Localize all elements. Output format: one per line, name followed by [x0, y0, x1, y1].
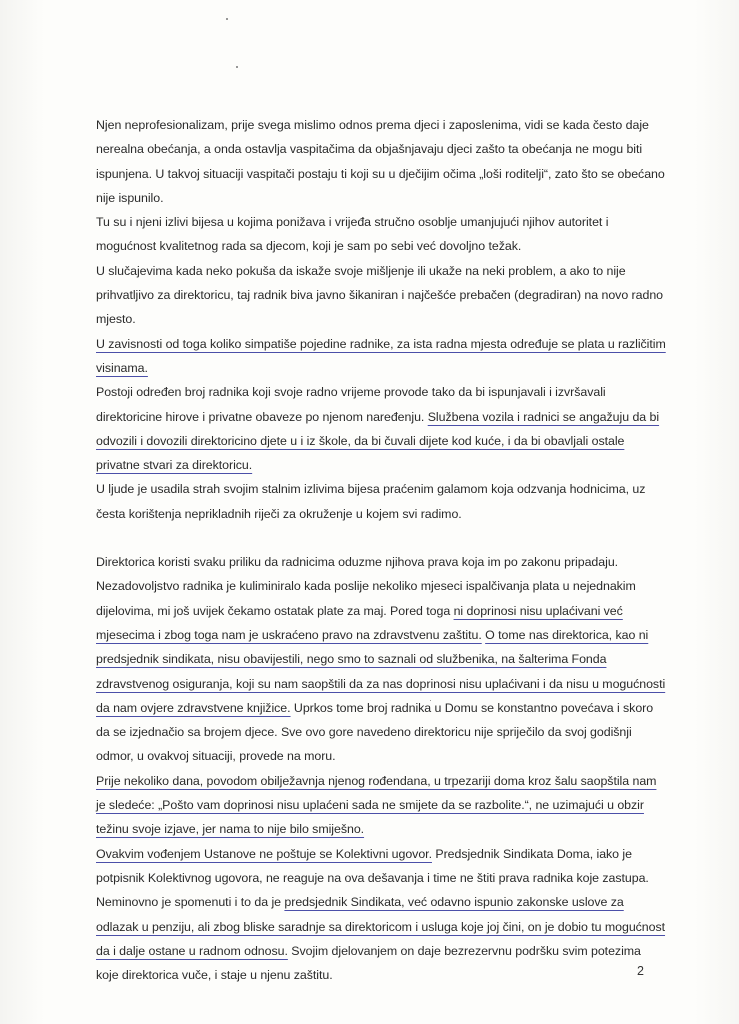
text-segment: U ljude je usadila strah svojim stalnim izlivima bijesa praćenim galamom koja odzvanja hodnicima, uz česta korištenja neprikladnih riječi za okruženje u kojem svi radimo.	[96, 482, 646, 521]
underlined-text: ni doprinosi nisu uplaćivani već mjesecima i zbog toga nam je uskraćeno pravo na zdravstvenu zaštitu.	[96, 603, 623, 642]
scan-speck	[226, 18, 228, 20]
underlined-text: O tome nas direktorica, kao ni predsjednik sindikata, nisu obavijestili, nego smo to saznali od službenika, na šalterima Fonda zdravstvenog osiguranja, koji su nam saopštili da za nas doprinosi nisu uplaćivani i da nisu u mogućnosti da nam ovjere zdravstvene knjižice.	[96, 627, 666, 715]
document-body	[96, 113, 666, 987]
paragraph	[96, 769, 666, 842]
underlined-text: predsjednik Sindikata, već odavno ispunio zakonske uslove za odlazak u penziju, ali zbog bliske saradnje sa direktoricom i usluga koje joj čini, on je dobio tu mogućnost da i dalje ostane u radnom odnosu.	[96, 895, 666, 958]
underlined-text: Prije nekoliko dana, povodom obilježavnja njenog rođendana, u trpezariji doma kroz šalu saopštila nam je sledeće: „Pošto vam doprinosi nisu uplaćeni sada ne smijete da se razbolite.“, ne uzimajući u obzir težinu svoje izjave, jer nama to nije bilo smiješno.	[96, 773, 657, 837]
paragraph	[96, 380, 666, 477]
text-segment: Tu su i njeni izlivi bijesa u kojima ponižava i vrijeđa stručno osoblje umanjujući njihov autoritet i mogućnost kvalitetnog rada sa djecom, koji je sam po sebi već dovoljno težak.	[96, 215, 609, 254]
paragraph	[96, 259, 666, 332]
underlined-text: Službena vozila i radnici se angažuju da bi odvozili i dovozili direktoricino djete u i iz škole, da bi čuvali dijete kod kuće, i da bi obavljali ostale privatne stvari za direktoricu.	[96, 409, 660, 473]
text-segment: U slučajevima kada neko pokuša da iskaže svoje mišljenje ili ukaže na neki problem, a ako to nije prihvatljivo za direktoricu, taj radnik biva javno šikaniran i najčešće prebačen (degradiran) na novo radno mjesto.	[96, 263, 663, 327]
page-number: 2	[637, 964, 644, 978]
text-segment: Predsjednik Sindikata Doma, iako je potpisnik Kolektivnog ugovora, ne reaguje na ova dešavanja i time ne štiti prava radnika koje zastupa. Neminovno je spomenuti i to da je	[96, 846, 649, 910]
text-segment: Njen neprofesionalizam, prije svega mislimo odnos prema djeci i zaposlenima, vidi se kada često daje nerealna obećanja, a onda ostavlja vaspitačima da objašnjavaju djeci zašto ta obećanja ne mogu biti ispunjena. U takvoj situaciji vaspitači postaju ti koji su u dječijim očima „loši roditelji“, zato što se obećano nije ispunilo.	[96, 118, 665, 205]
underlined-text: U zavisnosti od toga koliko simpatiše pojedine radnike, za ista radna mjesta određuje se plata u različitim visinama.	[96, 336, 666, 375]
text-segment: Postoji određen broj radnika koji svoje radno vrijeme provode tako da bi ispunjavali i izvršavali direktoricine hirove i privatne obaveze po njenom naređenju.	[96, 385, 606, 424]
text-segment: Direktorica koristi svaku priliku da radnicima oduzme njihova prava koja im po zakonu pripadaju. Nezadovoljstvo radnika je kuliminiralo kada poslije nekoliko mjeseci ispalčivanja plata u nejednakim dijelovima, mi još uvijek čekamo ostatak plate za maj. Pored toga	[96, 555, 636, 618]
text-segment: Svojim djelovanjem on daje bezrezervnu podršku svim potezima koje direktorica vuče, i staje u njenu zaštitu.	[96, 943, 641, 983]
text-segment: Uprkos tome broj radnika u Domu se konstantno povećava i skoro da se izjednačio sa brojem djece. Sve ovo gore navedeno direktoricu nije spriječilo da svoj godišnji odmor, u ovakvoj situaciji, provede na moru.	[96, 700, 654, 764]
underlined-text: Ovakvim vođenjem Ustanove ne poštuje se Kolektivni ugovor.	[96, 846, 432, 861]
paragraph	[96, 477, 666, 526]
paragraph	[96, 332, 666, 381]
paragraph	[96, 210, 666, 259]
paragraph	[96, 550, 666, 769]
scan-speck	[236, 66, 238, 68]
paragraph	[96, 842, 666, 988]
paragraph	[96, 113, 666, 210]
